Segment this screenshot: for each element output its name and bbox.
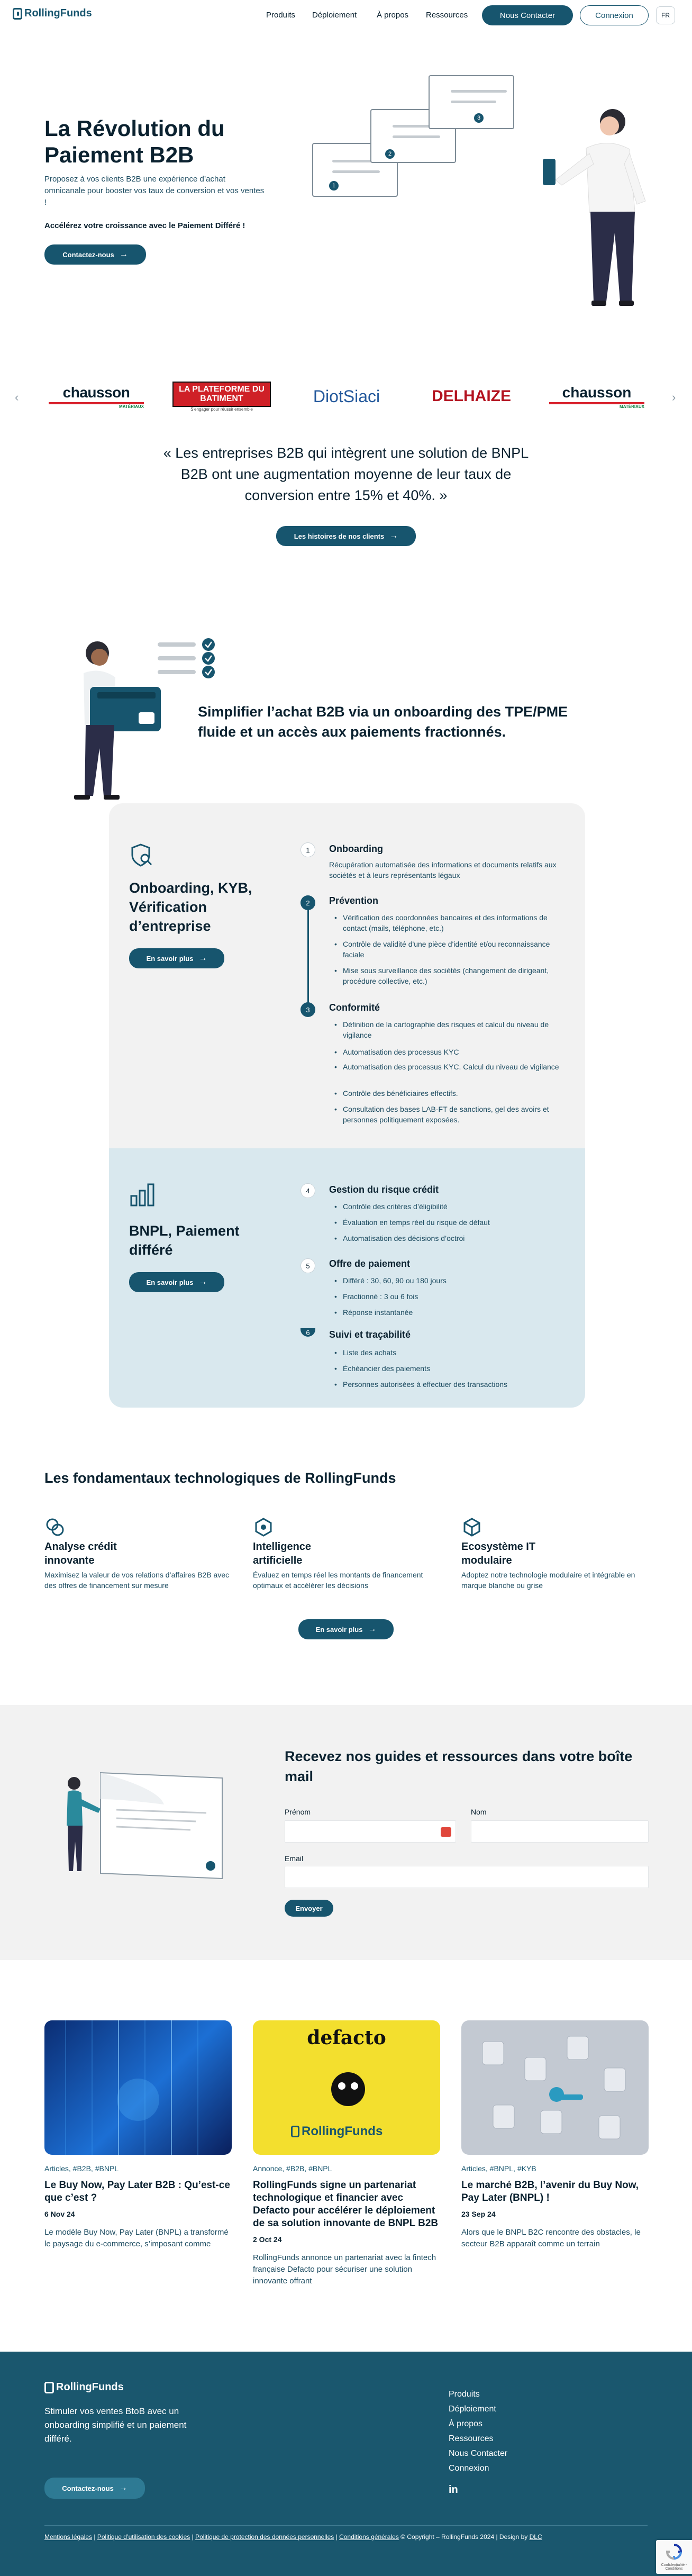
recaptcha-icon: [666, 2543, 682, 2560]
step-1-desc: Récupération automatisée des informations et documents relatifs aux sociétés et à leurs représentants légaux: [329, 860, 557, 879]
nav-a-propos[interactable]: À propos: [377, 11, 409, 20]
footer-divider: [44, 2525, 648, 2526]
step-2-bullet: • Mise sous surveillance des sociétés (changement de dirigeant, procédure collective, etc.): [332, 965, 560, 986]
site-header: [0, 0, 692, 30]
arrow-right-icon: →: [389, 531, 398, 540]
article-1-date: 6 Nov 24: [44, 2210, 75, 2218]
credit-analysis-icon: [44, 1517, 66, 1538]
step-2-bullet: • Contrôle de validité d'une pièce d'identité et/ou reconnaissance faciale: [332, 939, 560, 960]
plateforme-wordmark: LA PLATEFORME DU BATIMENT: [172, 382, 271, 407]
step-6-bullet: • Personnes autorisées à effectuer des transactions: [332, 1379, 565, 1390]
carousel-prev-icon[interactable]: ‹: [15, 391, 19, 404]
bnpl-block-title: BNPL, Paiement différé: [129, 1223, 240, 1258]
contact-button[interactable]: Nous Contacter: [482, 5, 573, 25]
footer-nav-a-propos[interactable]: À propos: [449, 2419, 483, 2428]
linkedin-icon[interactable]: in: [449, 2484, 458, 2496]
hero-illustration: [312, 69, 651, 312]
nom-input[interactable]: [471, 1820, 649, 1843]
legal-mentions-link[interactable]: Mentions légales: [44, 2533, 93, 2541]
step-1-title: Onboarding: [329, 843, 383, 854]
fundamental-2-title: Intelligence artificielle: [253, 1541, 312, 1566]
article-3-excerpt: Alors que le BNPL B2C rencontre des obstacles, le secteur B2B apparaît comme un terrain: [461, 2228, 641, 2248]
recaptcha-links[interactable]: Confidentialité - Conditions: [661, 2563, 687, 2571]
footer-brand-name: RollingFunds: [56, 2381, 124, 2393]
prenom-label: Prénom: [285, 1808, 311, 1816]
cookies-policy-link[interactable]: Politique d’utilisation des cookies: [97, 2533, 190, 2541]
step-5-bullet: • Fractionné : 3 ou 6 fois: [332, 1291, 565, 1302]
card-number-1: 1: [329, 181, 339, 191]
footer-tagline: Stimuler vos ventes BtoB avec un onboarding simplifié et un paiement différé.: [44, 2406, 187, 2444]
step-3-title: Conformité: [329, 1002, 380, 1013]
fundamental-2-desc: Évaluez en temps réel les montants de financement optimaux et accélérer les décisions: [253, 1571, 423, 1590]
document-card-3: [429, 75, 514, 129]
person-with-phone-illustration: [524, 101, 651, 312]
defacto-mascot-icon: [316, 2063, 380, 2116]
article-3-title[interactable]: Le marché B2B, l’avenir du Buy Now, Pay Later (BNPL) !: [461, 2180, 639, 2203]
article-2-excerpt: RollingFunds annonce un partenariat avec la fintech française Defacto pour sécuriser une solution innovante offrant: [253, 2253, 436, 2285]
article-1-image[interactable]: [44, 2020, 232, 2155]
ai-network-icon: [253, 1517, 274, 1538]
brand-logo[interactable]: [13, 7, 92, 20]
designer-link[interactable]: DLC: [529, 2533, 542, 2541]
step-6-bullet: • Échéancier des paiements: [332, 1363, 565, 1374]
arrow-right-icon: →: [198, 1277, 207, 1286]
step-2-number: 2: [301, 895, 315, 910]
terms-link[interactable]: Conditions générales: [339, 2533, 399, 2541]
footer-nav-contact[interactable]: Nous Contacter: [449, 2449, 508, 2458]
hero-title: La Révolution du Paiement B2B: [44, 116, 225, 167]
article-2-tags[interactable]: Annonce, #B2B, #BNPL: [253, 2164, 332, 2173]
digital-network-image: [44, 2020, 232, 2155]
chausson-subtext-2: MATÉRIAUX: [620, 404, 644, 409]
footer-nav-produits[interactable]: Produits: [449, 2390, 480, 2399]
step-3-bullet: • Automatisation des processus KYC: [332, 1047, 565, 1057]
article-2-image[interactable]: [253, 2020, 440, 2155]
partner-logo-diotsiaci: DiotSiaci: [313, 386, 380, 406]
login-button[interactable]: Connexion: [580, 5, 649, 25]
chausson-wordmark: chausson: [62, 384, 130, 401]
nav-produits[interactable]: Produits: [266, 11, 296, 20]
hero-contact-label: Contactez-nous: [62, 250, 114, 259]
step-3-bullet: • Consultation des bases LAB-FT de sanctions, gel des avoirs et personnes politiquement exposées.: [332, 1104, 565, 1125]
step-3-bullet: • Contrôle des bénéficiaires effectifs.: [332, 1088, 565, 1099]
onboarding-learn-more-button[interactable]: [129, 948, 224, 968]
arrow-right-icon: →: [198, 954, 207, 963]
step-5-bullet: • Différé : 30, 60, 90 ou 180 jours: [332, 1275, 565, 1286]
fundamental-1-desc: Maximisez la valeur de vos relations d’affaires B2B avec des offres de financement sur mesure: [44, 1571, 230, 1590]
open-book-illustration: [58, 1767, 227, 1889]
hero-text: Proposez à vos clients B2B une expérience d’achat omnicanale pour booster vos taux de conversion et vos ventes !: [44, 175, 265, 207]
step-5-bullet: • Réponse instantanée: [332, 1307, 565, 1318]
article-2-rf-logo: [291, 2124, 383, 2139]
chausson-wordmark-2: chausson: [562, 384, 632, 401]
padlocks-image: [461, 2020, 649, 2155]
prenom-input[interactable]: [285, 1820, 456, 1843]
card-number-2: 2: [385, 149, 395, 159]
email-input[interactable]: [285, 1866, 649, 1888]
step-4-title: Gestion du risque crédit: [329, 1184, 439, 1195]
nav-deploiement[interactable]: Déploiement: [312, 11, 357, 20]
article-2-rf-logo-text: RollingFunds: [302, 2124, 383, 2138]
onboarding-learn-more-label: En savoir plus: [146, 954, 194, 963]
carousel-next-icon[interactable]: ›: [672, 391, 676, 404]
article-1-title[interactable]: Le Buy Now, Pay Later B2B : Qu’est-ce que c’est ?: [44, 2180, 230, 2203]
step-2-bullet: • Vérification des coordonnées bancaires et des informations de contact (mails, téléphone, etc.): [332, 912, 560, 933]
newsletter-title: Recevez nos guides et ressources dans votre boîte mail: [285, 1748, 633, 1784]
step-4-bullet: • Automatisation des décisions d’octroi: [332, 1233, 565, 1244]
rollingfunds-logo-icon: [13, 8, 22, 20]
footer-nav-deploiement[interactable]: Déploiement: [449, 2405, 496, 2414]
step-4-bullet: • Évaluation en temps réel du risque de défaut: [332, 1217, 565, 1228]
nom-label: Nom: [471, 1808, 487, 1816]
fundamental-1-title: Analyse crédit innovante: [44, 1541, 117, 1566]
plateforme-tagline: S'engager pour réussir ensemble: [190, 406, 253, 412]
customer-stories-button[interactable]: [276, 526, 416, 546]
arrow-right-icon: →: [368, 1625, 377, 1634]
copyright-text: © Copyright – RollingFunds 2024 | Design by: [400, 2533, 528, 2541]
article-3-tags[interactable]: Articles, #BNPL, #KYB: [461, 2164, 536, 2173]
step-5-number: 5: [301, 1258, 315, 1273]
language-switch[interactable]: FR: [656, 6, 675, 24]
step-3-bullet: • Définition de la cartographie des risques et calcul du niveau de vigilance: [332, 1019, 565, 1040]
fundamental-3-desc: Adoptez notre technologie modulaire et intégrable en marque blanche ou grise: [461, 1571, 635, 1590]
customer-stories-label: Les histoires de nos clients: [294, 532, 385, 540]
chausson-subtext: MATÉRIAUX: [119, 404, 144, 409]
card-number-3: 3: [474, 113, 484, 123]
article-1-excerpt: Le modèle Buy Now, Pay Later (BNPL) a transformé le paysage du e-commerce, s’imposant comme: [44, 2228, 229, 2248]
card-onboarding-illustration: [44, 637, 219, 806]
nav-ressources[interactable]: Ressources: [426, 11, 468, 20]
article-3-date: 23 Sep 24: [461, 2210, 496, 2218]
step-2-title: Prévention: [329, 895, 379, 906]
brand-name: RollingFunds: [24, 7, 92, 19]
fundamental-3-title: Ecosystème IT modulaire: [461, 1541, 536, 1566]
hero-contact-button[interactable]: [44, 244, 146, 265]
step-3-number: 3: [301, 1002, 315, 1017]
footer-legal-links: Mentions légales | Politique d’utilisation des cookies | Politique de protection des données personnelles | Conditions générales © Copyright – RollingFunds 2024 | Design by DLC: [44, 2533, 542, 2541]
shield-search-icon: [129, 842, 157, 868]
autofill-icon[interactable]: [441, 1827, 451, 1837]
bnpl-learn-more-label: En savoir plus: [146, 1278, 194, 1286]
step-1-number: 1: [301, 842, 315, 857]
partner-logo-chausson: [44, 379, 148, 414]
step-3-bullet: • Automatisation des processus KYC. Calcul du niveau de vigilance: [332, 1062, 565, 1072]
onboarding-block-title: Onboarding, KYB, Vérification d’entreprise: [129, 880, 252, 934]
fundamentals-learn-more-button[interactable]: [298, 1619, 394, 1639]
bnpl-learn-more-button[interactable]: [129, 1272, 224, 1292]
recaptcha-badge[interactable]: [656, 2540, 692, 2574]
fundamentals-learn-more-label: En savoir plus: [315, 1625, 363, 1634]
step-6-number: 6: [301, 1328, 315, 1337]
arrow-right-icon: →: [119, 250, 128, 259]
footer-contact-button[interactable]: [44, 2478, 145, 2499]
email-label: Email: [285, 1854, 304, 1863]
onboarding-section-title: Simplifier l’achat B2B via un onboarding des TPE/PME fluide et un accès aux paiements fractionnés.: [198, 704, 568, 740]
step-6-title: Suivi et traçabilité: [329, 1329, 411, 1340]
rollingfunds-logo-icon: [291, 2126, 299, 2137]
step-6-bullet: • Liste des achats: [332, 1347, 565, 1358]
timeline-line-1: [307, 903, 309, 1011]
article-1-tags[interactable]: Articles, #B2B, #BNPL: [44, 2164, 119, 2173]
article-3-image[interactable]: [461, 2020, 649, 2155]
modular-ecosystem-icon: [461, 1517, 482, 1538]
partner-logo-plateforme: [171, 379, 272, 414]
step-4-number: 4: [301, 1183, 315, 1198]
step-5-title: Offre de paiement: [329, 1258, 411, 1269]
hero-bold-text: Accélérez votre croissance avec le Paiement Différé !: [44, 221, 245, 230]
stat-quote: « Les entreprises B2B qui intègrent une solution de BNPL B2B ont une augmentation moyenne de leur taux de conversion entre 15% et 40%. »: [163, 445, 529, 503]
partner-logo-delhaize: DELHAIZE: [432, 387, 511, 405]
partner-logo-chausson-2: [545, 379, 649, 414]
article-2-date: 2 Oct 24: [253, 2235, 282, 2244]
footer-brand-logo[interactable]: [44, 2381, 124, 2393]
arrow-right-icon: →: [119, 2483, 128, 2492]
rollingfunds-logo-icon: [44, 2382, 54, 2393]
footer-contact-label: Contactez-nous: [62, 2484, 114, 2492]
defacto-wordmark: defacto: [307, 2027, 386, 2049]
footer-nav-connexion[interactable]: Connexion: [449, 2464, 489, 2473]
article-2-title[interactable]: RollingFunds signe un partenariat technologique et financier avec Defacto pour accélérer le déploiement de sa solution innovante de BNPL B2B: [253, 2180, 439, 2229]
newsletter-submit-button[interactable]: Envoyer: [285, 1900, 333, 1917]
step-4-bullet: • Contrôle des critères d’éligibilité: [332, 1201, 565, 1212]
privacy-policy-link[interactable]: Politique de protection des données personnelles: [195, 2533, 334, 2541]
footer-nav-ressources[interactable]: Ressources: [449, 2434, 494, 2443]
fundamentals-title: Les fondamentaux technologiques de RollingFunds: [44, 1470, 396, 1486]
bar-chart-icon: [129, 1182, 157, 1208]
